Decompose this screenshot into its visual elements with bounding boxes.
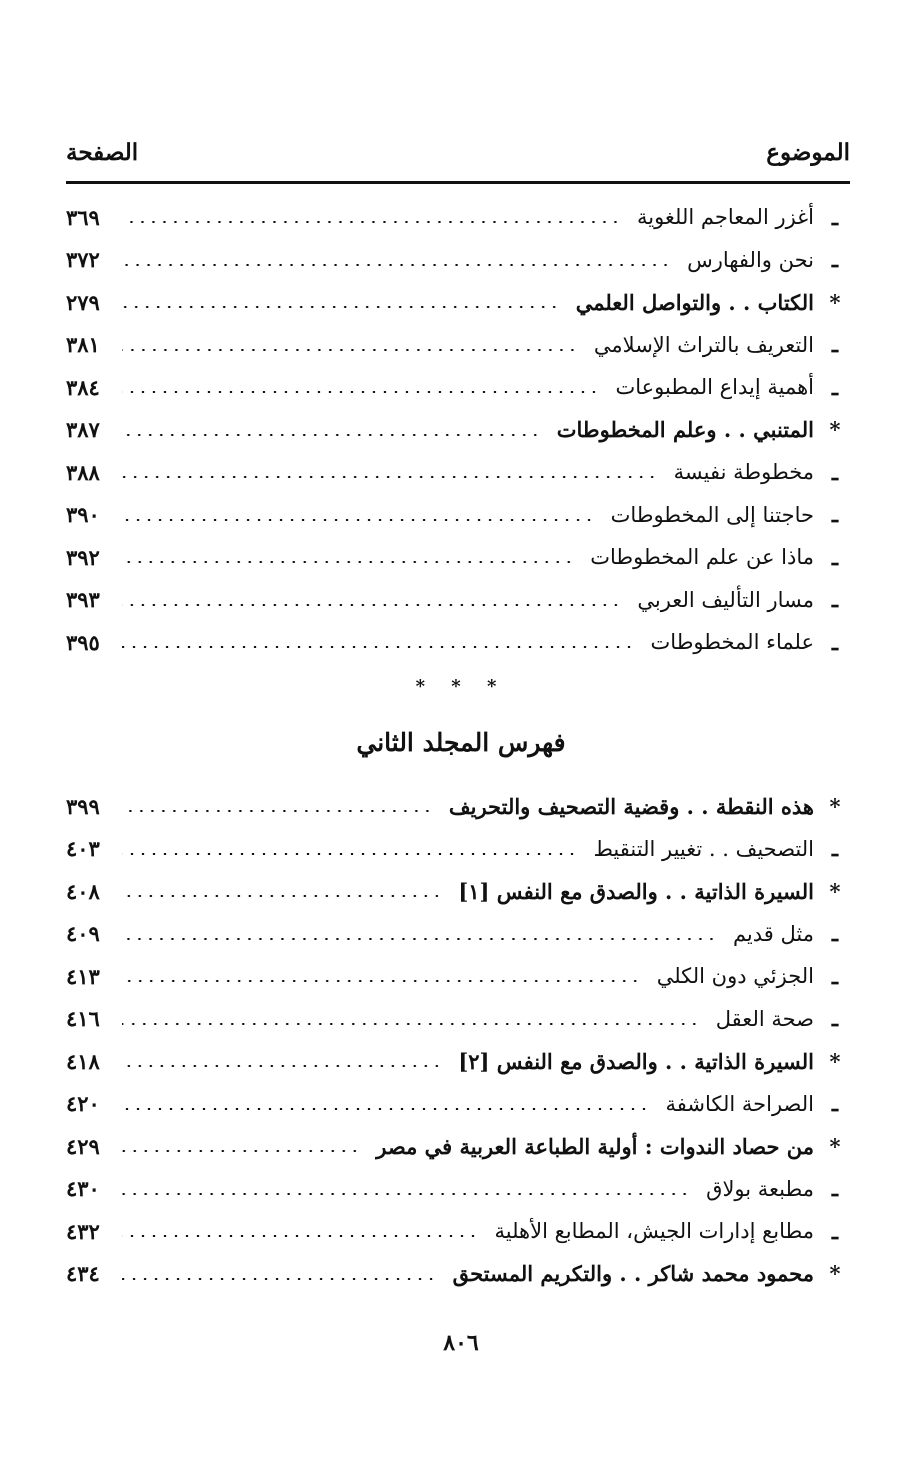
entry-bullet: ـ <box>831 374 839 400</box>
index-entry-main <box>66 1125 850 1168</box>
entry-page-number: ٣٩٩ <box>66 793 100 819</box>
index-entry-sub <box>66 1083 850 1126</box>
entry-title: الجزئي دون الكلي <box>656 964 814 989</box>
section-separator: * * * <box>415 676 507 697</box>
index-entry-sub <box>66 324 850 367</box>
entry-title: علماء المخطوطات <box>650 630 814 655</box>
header-rule <box>66 181 850 184</box>
entry-title: أغزر المعاجم اللغوية <box>636 205 814 230</box>
entry-bullet: ـ <box>831 459 839 485</box>
index-entry-main <box>66 1040 850 1083</box>
entry-title: هذه النقطة . . وقضية التصحيف والتحريف <box>448 793 814 819</box>
entry-title: الكتاب . . والتواصل العلمي <box>575 289 814 315</box>
dot-leader <box>122 810 433 812</box>
dot-leader <box>122 1150 360 1152</box>
entry-bullet: * <box>829 289 841 315</box>
entry-page-number: ٣٩٣ <box>66 587 100 613</box>
entry-bullet: ـ <box>831 836 839 862</box>
entry-title: الصراحة الكاشفة <box>665 1091 814 1116</box>
index-entry-sub <box>66 998 850 1041</box>
entry-title: أهمية إيداع المطبوعات <box>615 375 814 400</box>
index-entry-sub <box>66 451 850 494</box>
entry-title: مطابع إدارات الجيش، المطابع الأهلية <box>494 1219 814 1244</box>
dot-leader <box>122 476 658 478</box>
dot-leader <box>122 264 671 266</box>
table-header <box>66 132 850 172</box>
entry-page-number: ٤٢٩ <box>66 1133 100 1159</box>
entry-page-number: ٣٧٢ <box>66 247 100 273</box>
entry-bullet: ـ <box>831 332 839 358</box>
entry-page-number: ٤٢٠ <box>66 1091 100 1117</box>
dot-leader <box>122 519 595 521</box>
entry-title: المتنبي . . وعلم المخطوطات <box>556 417 814 443</box>
entry-title: مثل قديم <box>732 921 814 946</box>
entry-page-number: ٣٩٥ <box>66 629 100 655</box>
entry-bullet: ـ <box>831 204 839 230</box>
dot-leader <box>122 980 641 982</box>
index-entry-sub <box>66 579 850 622</box>
entry-bullet: ـ <box>831 587 839 613</box>
index-entry-sub <box>66 955 850 998</box>
entry-page-number: ٣٨٧ <box>66 417 100 443</box>
entry-page-number: ٤٣٠ <box>66 1176 100 1202</box>
entry-bullet: ـ <box>831 544 839 570</box>
entry-page-number: ٣٦٩ <box>66 204 100 230</box>
section-title: فهرس المجلد الثاني <box>356 728 566 757</box>
index-entry-sub <box>66 1210 850 1253</box>
dot-leader <box>122 1108 650 1110</box>
dot-leader <box>122 1023 700 1025</box>
index-entry-main <box>66 785 850 828</box>
index-entry-main <box>66 281 850 324</box>
entry-bullet: * <box>829 417 841 443</box>
entry-bullet: * <box>829 1133 841 1159</box>
index-entry-main <box>66 870 850 913</box>
entry-bullet: * <box>829 1048 841 1074</box>
entry-bullet: ـ <box>831 1006 839 1032</box>
dot-leader <box>122 349 578 351</box>
entry-page-number: ٤٠٩ <box>66 921 100 947</box>
index-entry-sub <box>66 239 850 282</box>
dot-leader <box>122 221 621 223</box>
entry-bullet: ـ <box>831 502 839 528</box>
index-entry-sub <box>66 494 850 537</box>
entry-title: السيرة الذاتية . . والصدق مع النفس [١] <box>458 878 814 904</box>
index-entry-sub <box>66 1168 850 1211</box>
topic-column-label: الموضوع <box>766 138 850 166</box>
index-entry-sub <box>66 828 850 871</box>
index-list-volume-one <box>66 196 850 664</box>
entry-title: ماذا عن علم المخطوطات <box>590 545 814 570</box>
dot-leader <box>122 646 635 648</box>
dot-leader <box>122 1065 442 1067</box>
entry-page-number: ٤١٨ <box>66 1048 100 1074</box>
dot-leader <box>122 391 599 393</box>
entry-page-number: ٣٩٢ <box>66 544 100 570</box>
entry-title: التصحيف . . تغيير التنقيط <box>593 836 814 861</box>
dot-leader <box>122 895 442 897</box>
entry-title: مسار التأليف العربي <box>637 587 814 612</box>
dot-leader <box>122 853 578 855</box>
index-entry-sub <box>66 196 850 239</box>
index-entry-main <box>66 1253 850 1296</box>
entry-bullet: * <box>829 1261 841 1287</box>
entry-page-number: ٤١٣ <box>66 963 100 989</box>
entry-page-number: ٤٣٢ <box>66 1218 100 1244</box>
dot-leader <box>122 1193 690 1195</box>
dot-leader <box>122 1278 437 1280</box>
entry-page-number: ٤٣٤ <box>66 1261 100 1287</box>
page-column-label: الصفحة <box>66 138 139 166</box>
entry-title: مطبعة بولاق <box>706 1176 814 1201</box>
entry-title: السيرة الذاتية . . والصدق مع النفس [٢] <box>458 1048 814 1074</box>
index-entry-sub <box>66 366 850 409</box>
index-entry-main <box>66 409 850 452</box>
page-number: ٨٠٦ <box>443 1330 479 1356</box>
entry-title: حاجتنا إلى المخطوطات <box>610 502 814 527</box>
entry-bullet: ـ <box>831 1218 839 1244</box>
dot-leader <box>122 561 574 563</box>
entry-page-number: ٣٨٨ <box>66 459 100 485</box>
index-entry-sub <box>66 913 850 956</box>
entry-title: نحن والفهارس <box>687 247 814 272</box>
entry-bullet: ـ <box>831 921 839 947</box>
dot-leader <box>122 938 717 940</box>
index-entry-sub <box>66 621 850 664</box>
entry-title: من حصاد الندوات : أولية الطباعة العربية في مصر <box>376 1133 814 1159</box>
dot-leader <box>122 434 541 436</box>
entry-bullet: ـ <box>831 1176 839 1202</box>
entry-page-number: ٣٨٤ <box>66 374 100 400</box>
entry-bullet: ـ <box>831 247 839 273</box>
entry-page-number: ٤١٦ <box>66 1006 100 1032</box>
entry-page-number: ٣٩٠ <box>66 502 100 528</box>
dot-leader <box>122 1235 479 1237</box>
entry-title: صحة العقل <box>715 1006 814 1031</box>
entry-bullet: * <box>829 878 841 904</box>
entry-page-number: ٢٧٩ <box>66 289 100 315</box>
entry-page-number: ٣٨١ <box>66 332 100 358</box>
entry-title: محمود محمد شاكر . . والتكريم المستحق <box>452 1261 814 1287</box>
dot-leader <box>122 604 621 606</box>
dot-leader <box>122 306 560 308</box>
index-entry-sub <box>66 536 850 579</box>
entry-page-number: ٤٠٨ <box>66 878 100 904</box>
index-list-volume-two <box>66 785 850 1295</box>
entry-bullet: ـ <box>831 629 839 655</box>
entry-title: التعريف بالتراث الإسلامي <box>593 332 814 357</box>
entry-bullet: ـ <box>831 963 839 989</box>
entry-bullet: * <box>829 793 841 819</box>
entry-bullet: ـ <box>831 1091 839 1117</box>
entry-page-number: ٤٠٣ <box>66 836 100 862</box>
entry-title: مخطوطة نفيسة <box>673 460 814 485</box>
